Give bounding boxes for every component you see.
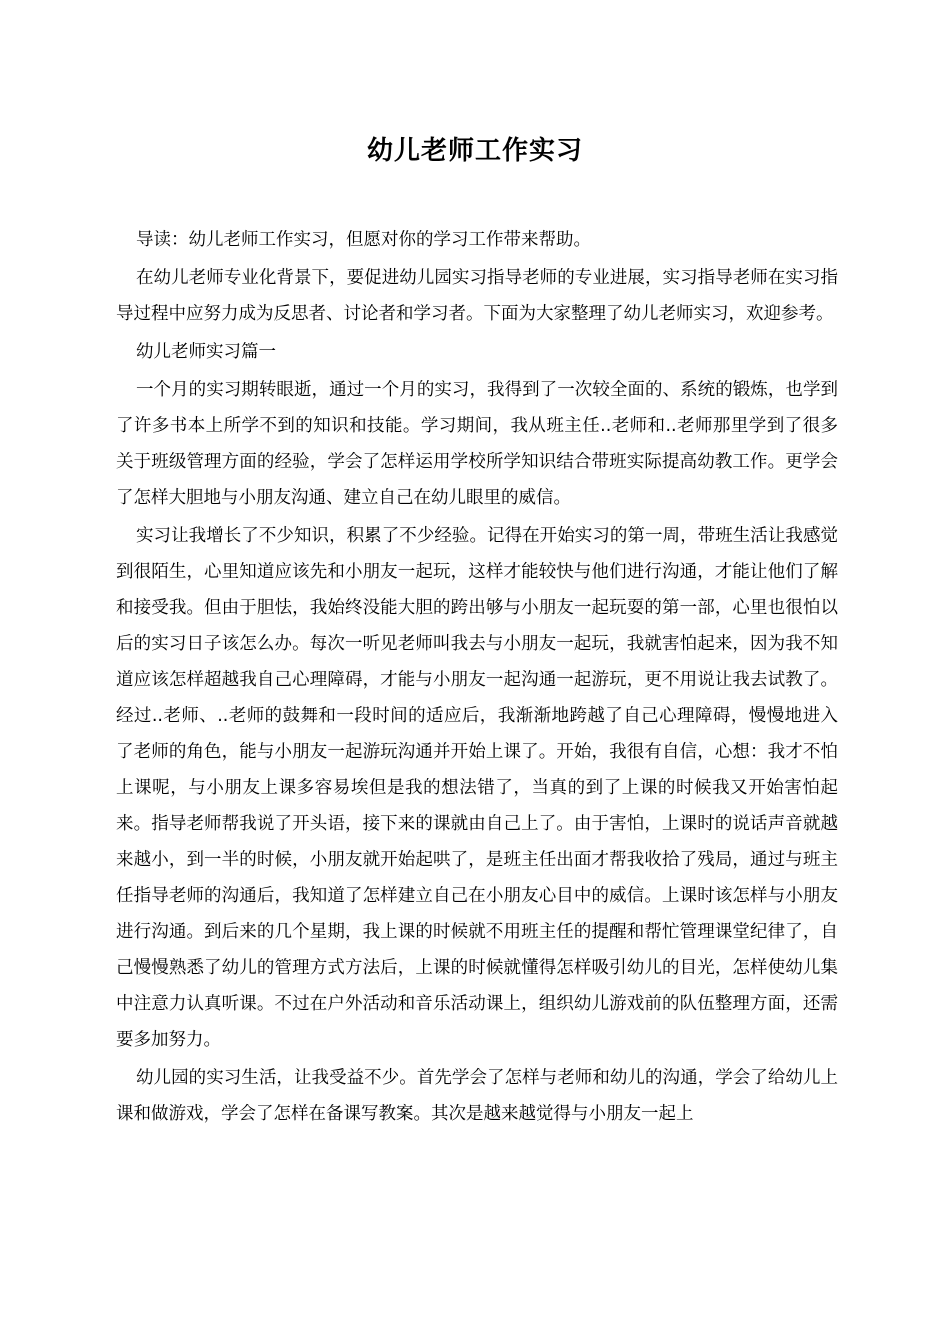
paragraph-one-month: 一个月的实习期转眼逝，通过一个月的实习，我得到了一次较全面的、系统的锻炼，也学到了许多书本上所学不到的知识和技能。学习期间，我从班主任..老师和..老师那里学到了很多关于班级管理方面的经验，学会了怎样运用学校所学知识结合带班实际提高幼教工作。更学会了怎样大胆地与小朋友沟通、建立自己在幼儿眼里的威信。	[116, 380, 838, 508]
paragraph-background: 在幼儿老师专业化背景下，要促进幼儿园实习指导老师的专业进展，实习指导老师在实习指导过程中应努力成为反思者、讨论者和学习者。下面为大家整理了幼儿老师实习，欢迎参考。	[116, 268, 838, 324]
document-title: 幼儿老师工作实习	[366, 136, 583, 166]
paragraph-benefits: 幼儿园的实习生活，让我受益不少。首先学会了怎样与老师和幼儿的沟通，学会了给幼儿上课和做游戏，学会了怎样在备课写教案。其次是越来越觉得与小朋友一起上	[116, 1068, 838, 1124]
section-heading: 幼儿老师实习篇一	[136, 342, 276, 362]
paragraph-experience: 实习让我增长了不少知识，积累了不少经验。记得在开始实习的第一周，带班生活让我感觉到很陌生，心里知道应该先和小朋友一起玩，这样才能较快与他们进行沟通，才能让他们了解和接受我。但由于胆怯，我始终没能大胆的跨出够与小朋友一起玩耍的第一部，心里也很怕以后的实习日子该怎么办。每次一听见老师叫我去与小朋友一起玩，我就害怕起来，因为我不知道应该怎样超越我自己心理障碍，才能与小朋友一起沟通一起游玩，更不用说让我去试教了。经过..老师、..老师的鼓舞和一段时间的适应后，我渐渐地跨越了自己心理障碍，慢慢地进入了老师的角色，能与小朋友一起游玩沟通并开始上课了。开始，我很有自信，心想：我才不怕上课呢，与小朋友上课多容易埃但是我的想法错了，当真的到了上课的时候我又开始害怕起来。指导老师帮我说了开头语，接下来的课就由自己上了。由于害怕，上课时的说话声音就越来越小，到一半的时候，小朋友就开始起哄了，是班主任出面才帮我收拾了残局，通过与班主任指导老师的沟通后，我知道了怎样建立自己在小朋友心目中的威信。上课时该怎样与小朋友进行沟通。到后来的几个星期，我上课的时候就不用班主任的提醒和帮忙管理课堂纪律了，自己慢慢熟悉了幼儿的管理方式方法后，上课的时候就懂得怎样吸引幼儿的目光，怎样使幼儿集中注意力认真听课。不过在户外活动和音乐活动课上，组织幼儿游戏前的队伍整理方面，还需要多加努力。	[116, 526, 838, 1050]
document-body	[116, 222, 838, 1134]
paragraph-intro: 导读：幼儿老师工作实习，但愿对你的学习工作带来帮助。	[136, 230, 591, 250]
